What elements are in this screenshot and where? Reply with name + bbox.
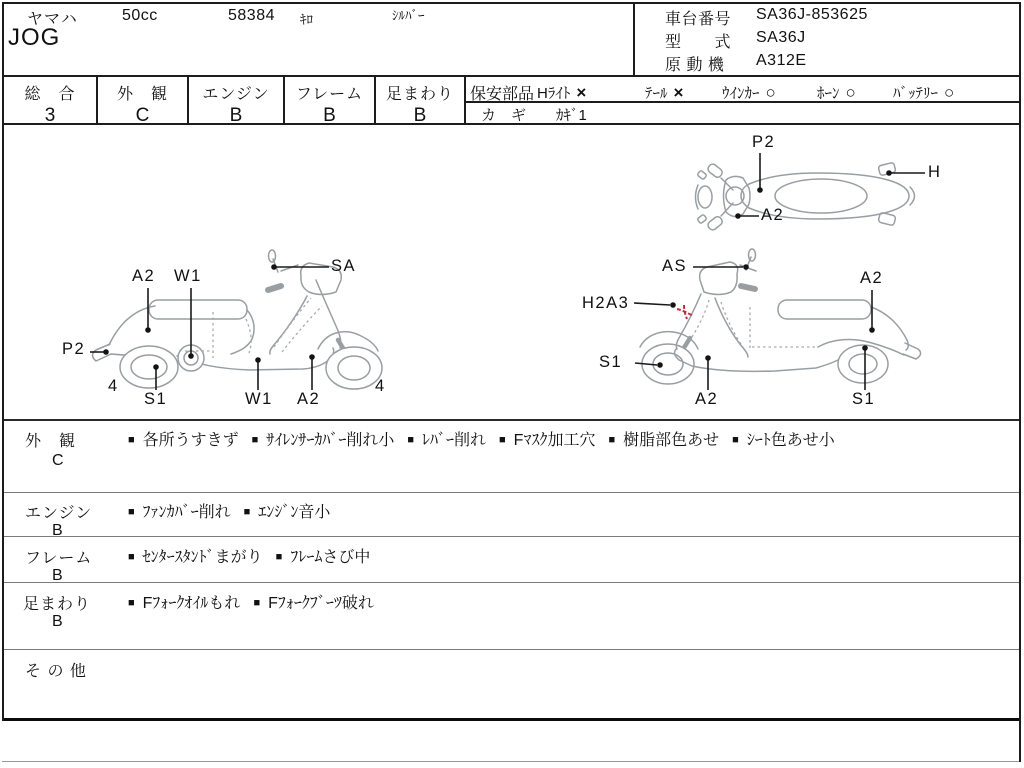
damage-code-label: S1 — [852, 390, 876, 408]
condition-grade: B — [52, 567, 63, 584]
condition-item: ■ ﾌﾚｰﾑさび中 — [275, 549, 371, 566]
rating-value: B — [323, 105, 336, 126]
condition-item: ■ ﾚﾊﾞｰ削れ — [407, 432, 487, 449]
condition-items — [128, 590, 1010, 617]
bullet-icon: ■ — [275, 551, 283, 563]
type-label: 型 式 — [665, 34, 732, 51]
ng-mark: × — [576, 83, 587, 102]
damage-code-label: AS — [662, 257, 688, 275]
condition-section-label: 外 観 — [25, 433, 77, 450]
bullet-icon: ■ — [251, 434, 259, 446]
ok-mark: ○ — [845, 83, 856, 102]
bottom-thick-line — [2, 718, 1020, 721]
condition-item: ■ ｾﾝﾀｰｽﾀﾝﾄﾞまがり — [128, 549, 263, 566]
damage-code-label: A2 — [297, 390, 321, 408]
condition-grade: B — [52, 522, 63, 539]
condition-item: ■ Fﾌｫｰｸｵｲﾙもれ — [128, 595, 241, 612]
conditions-top-line — [2, 419, 1020, 421]
condition-item: ■ ｼｰﾄ色あせ小 — [732, 432, 835, 449]
footer-line — [2, 761, 1020, 762]
bullet-icon: ■ — [128, 597, 135, 609]
rating-divider-5 — [464, 75, 466, 125]
scooter-outline — [696, 162, 915, 231]
panel-seam-lines — [690, 300, 816, 348]
bullet-icon: ■ — [128, 551, 135, 563]
rating-overall — [4, 77, 96, 127]
safety-headlight: Hﾗｲﾄ × — [537, 83, 587, 102]
chassis-number-value: SA36J-853625 — [756, 6, 868, 23]
bullet-icon: ■ — [243, 506, 251, 518]
condition-item: ■ ﾌｧﾝｶﾊﾞｰ削れ — [128, 504, 231, 521]
damage-code-label: H — [928, 163, 942, 181]
condition-section-label: 足まわり — [23, 596, 92, 613]
chassis-number-label: 車台番号 — [665, 11, 732, 28]
rating-frame — [285, 77, 374, 127]
ok-mark: ○ — [765, 83, 776, 102]
row-divider-2 — [2, 536, 1020, 537]
rating-value: B — [229, 105, 243, 126]
damage-code-label: W1 — [245, 390, 273, 408]
rating-undercarriage — [376, 77, 464, 127]
damage-code-label: A2 — [860, 269, 884, 287]
safety-winker: ｳｲﾝｶｰ ○ — [722, 83, 776, 102]
row-divider-3 — [2, 582, 1020, 583]
tread-depth-label: 4 — [375, 377, 386, 395]
condition-section-label: エンジン — [25, 505, 93, 522]
bullet-icon: ■ — [128, 434, 135, 446]
rating-value: B — [413, 105, 427, 126]
condition-grade: C — [52, 452, 64, 469]
outer-border-right — [1019, 2, 1021, 762]
rating-label: 外 観 — [116, 86, 168, 103]
displacement: 50cc — [122, 7, 158, 24]
condition-items — [128, 544, 1010, 571]
damage-code-label: SA — [331, 257, 357, 275]
mileage-unit: ｷﾛ — [300, 12, 313, 27]
rating-label: 総 合 — [24, 86, 76, 103]
row-divider-4 — [2, 649, 1020, 650]
key-value: ｶｷﾞ1 — [556, 107, 587, 124]
condition-section-label: フレーム — [25, 550, 93, 567]
damage-code-label: H2A3 — [582, 294, 630, 312]
rating-engine — [189, 77, 283, 127]
damage-code-label: S1 — [599, 353, 623, 371]
condition-item: ■ ｻｲﾚﾝｻｰｶﾊﾞｰ削れ小 — [251, 432, 395, 449]
engine-model-value: A312E — [756, 52, 807, 69]
outer-border-top — [2, 2, 1020, 4]
safety-parts-title: 保安部品 — [470, 86, 535, 103]
ng-mark: × — [673, 83, 684, 102]
safety-tail: ﾃｰﾙ × — [645, 83, 684, 102]
maker-name: ヤマハ — [27, 11, 78, 28]
model-name: JOG — [8, 24, 61, 51]
key-label: カ ギ — [481, 107, 527, 124]
rating-label: フレーム — [295, 86, 364, 103]
condition-items — [128, 427, 1010, 454]
scooter-top-view-diagram — [693, 140, 933, 248]
damage-code-label: A2 — [132, 267, 156, 285]
condition-item: ■ Fﾏｽｸ加工穴 — [499, 432, 596, 449]
rating-value: C — [135, 105, 150, 126]
damage-code-label: W1 — [174, 267, 202, 285]
damage-code-label: A2 — [695, 390, 719, 408]
condition-item: ■ 樹脂部色あせ — [608, 432, 720, 449]
condition-item: ■ ｴﾝｼﾞﾝ音小 — [243, 504, 331, 521]
damage-code-label: S1 — [144, 390, 168, 408]
header-divider — [633, 2, 635, 77]
bullet-icon: ■ — [253, 597, 261, 609]
rating-value: 3 — [44, 105, 56, 126]
damage-code-label: A2 — [761, 206, 785, 224]
condition-items — [128, 499, 1010, 526]
bullet-icon: ■ — [407, 434, 414, 446]
condition-item: ■ 各所うすきず — [128, 432, 239, 449]
bullet-icon: ■ — [128, 506, 135, 518]
rating-exterior — [98, 77, 187, 127]
type-value: SA36J — [756, 29, 806, 46]
rating-label: 足まわり — [385, 86, 454, 103]
safety-horn: ﾎｰﾝ ○ — [817, 83, 856, 102]
damage-code-label: P2 — [752, 133, 776, 151]
engine-model-label: 原 動 機 — [665, 57, 725, 74]
row-divider-1 — [2, 492, 1020, 493]
ok-mark: ○ — [944, 83, 955, 102]
body-color: ｼﾙﾊﾞｰ — [392, 8, 425, 23]
bullet-icon: ■ — [608, 434, 616, 446]
rating-label: エンジン — [202, 86, 270, 103]
condition-item: ■ Fﾌｫｰｸﾌﾞｰﾂ破れ — [253, 595, 374, 612]
tread-depth-label: 4 — [108, 377, 119, 395]
damage-code-label: P2 — [62, 340, 86, 358]
bullet-icon: ■ — [499, 434, 506, 446]
mileage-value: 58384 — [228, 7, 275, 24]
condition-section-label: そ の 他 — [25, 663, 87, 680]
condition-grade: B — [52, 613, 63, 630]
safety-battery: ﾊﾞｯﾃﾘｰ ○ — [893, 83, 955, 102]
bullet-icon: ■ — [732, 434, 739, 446]
